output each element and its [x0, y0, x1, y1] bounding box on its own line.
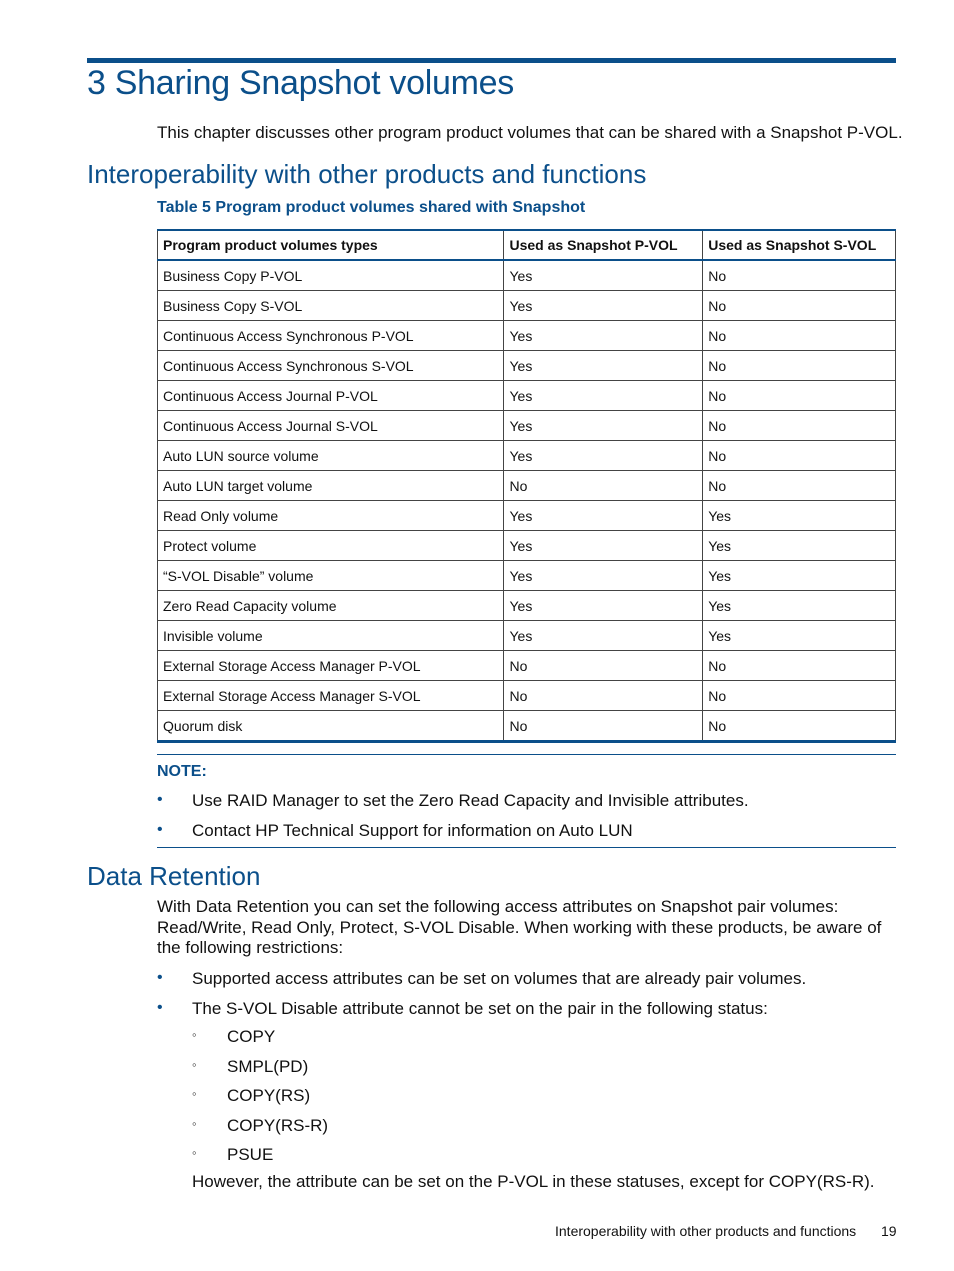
retention-paragraph: With Data Retention you can set the following access attributes on Snapshot pair volumes: Read/Write, Read Only, Protect, S-VOL Disable. When working with these products, be aware of the following restrictions: [157, 897, 882, 957]
sub-bullet-icon: ◦ [192, 1027, 197, 1042]
table-row [158, 381, 896, 411]
cell-svol: No [703, 381, 896, 411]
bullet-icon: • [157, 791, 163, 808]
cell-volume-type: Continuous Access Journal P-VOL [158, 381, 504, 411]
cell-pvol: Yes [504, 441, 703, 471]
cell-volume-type: Business Copy P-VOL [158, 260, 504, 291]
chapter-intro: This chapter discusses other program product volumes that can be shared with a Snapshot P-VOL. [157, 123, 903, 142]
cell-svol: No [703, 411, 896, 441]
section-heading-data-retention: Data Retention [87, 861, 261, 891]
table-row [158, 501, 896, 531]
bullet-icon: • [157, 969, 163, 986]
note-bottom-rule [157, 847, 896, 848]
cell-pvol: Yes [504, 501, 703, 531]
column-header-pvol: Used as Snapshot P-VOL [504, 230, 703, 260]
cell-volume-type: “S-VOL Disable” volume [158, 561, 504, 591]
table-row [158, 471, 896, 501]
cell-pvol: Yes [504, 321, 703, 351]
sub-bullet-icon: ◦ [192, 1086, 197, 1101]
note-item-text: Use RAID Manager to set the Zero Read Capacity and Invisible attributes. [192, 791, 749, 810]
chapter-title: 3 Sharing Snapshot volumes [87, 64, 514, 102]
cell-volume-type: Zero Read Capacity volume [158, 591, 504, 621]
cell-svol: No [703, 351, 896, 381]
table-row [158, 621, 896, 651]
cell-volume-type: External Storage Access Manager P-VOL [158, 651, 504, 681]
sub-bullet-icon: ◦ [192, 1116, 197, 1131]
cell-svol: No [703, 321, 896, 351]
status-item-text: SMPL(PD) [227, 1057, 309, 1076]
note-top-rule [157, 754, 896, 755]
cell-volume-type: Continuous Access Synchronous S-VOL [158, 351, 504, 381]
cell-volume-type: Auto LUN source volume [158, 441, 504, 471]
cell-volume-type: External Storage Access Manager S-VOL [158, 681, 504, 711]
cell-volume-type: Protect volume [158, 531, 504, 561]
cell-svol: No [703, 471, 896, 501]
table-row [158, 711, 896, 742]
cell-volume-type: Continuous Access Journal S-VOL [158, 411, 504, 441]
cell-pvol: Yes [504, 561, 703, 591]
table-row [158, 681, 896, 711]
cell-volume-type: Auto LUN target volume [158, 471, 504, 501]
table-row [158, 561, 896, 591]
retention-closing-text: However, the attribute can be set on the P-VOL in these statuses, except for COPY(RS-R). [192, 1172, 875, 1191]
cell-svol: No [703, 441, 896, 471]
column-header-volume-type: Program product volumes types [158, 230, 504, 260]
list-item-text: The S-VOL Disable attribute cannot be set on the pair in the following status: [192, 999, 768, 1018]
section-heading-interoperability: Interoperability with other products and functions [87, 159, 647, 189]
status-item-text: PSUE [227, 1145, 274, 1164]
cell-svol: No [703, 260, 896, 291]
table-row [158, 260, 896, 291]
table-row [158, 291, 896, 321]
cell-svol: No [703, 291, 896, 321]
cell-pvol: Yes [504, 411, 703, 441]
chapter-title-rule [87, 58, 896, 63]
footer-section-title: Interoperability with other products and functions [555, 1223, 857, 1239]
cell-pvol: Yes [504, 621, 703, 651]
table-caption: Table 5 Program product volumes shared with Snapshot [157, 199, 586, 216]
cell-pvol: No [504, 711, 703, 742]
table-row [158, 351, 896, 381]
status-item-text: COPY(RS) [227, 1086, 311, 1105]
table-body [158, 260, 896, 742]
cell-pvol: Yes [504, 260, 703, 291]
cell-svol: No [703, 681, 896, 711]
cell-pvol: Yes [504, 291, 703, 321]
table-row [158, 441, 896, 471]
cell-svol: No [703, 651, 896, 681]
bullet-icon: • [157, 821, 163, 838]
cell-volume-type: Invisible volume [158, 621, 504, 651]
table-row [158, 651, 896, 681]
list-item-text: Supported access attributes can be set on volumes that are already pair volumes. [192, 969, 807, 988]
cell-pvol: No [504, 651, 703, 681]
cell-volume-type: Continuous Access Synchronous P-VOL [158, 321, 504, 351]
note-item-text: Contact HP Technical Support for information on Auto LUN [192, 821, 633, 840]
cell-svol: No [703, 711, 896, 742]
footer-page-number: 19 [881, 1223, 897, 1239]
table-row [158, 321, 896, 351]
cell-svol: Yes [703, 621, 896, 651]
cell-volume-type: Quorum disk [158, 711, 504, 742]
cell-pvol: Yes [504, 591, 703, 621]
cell-volume-type: Read Only volume [158, 501, 504, 531]
bullet-icon: • [157, 999, 163, 1016]
cell-pvol: Yes [504, 351, 703, 381]
cell-volume-type: Business Copy S-VOL [158, 291, 504, 321]
table-row [158, 591, 896, 621]
cell-svol: Yes [703, 591, 896, 621]
status-item-text: COPY [227, 1027, 276, 1046]
column-header-svol: Used as Snapshot S-VOL [703, 230, 896, 260]
sub-bullet-icon: ◦ [192, 1057, 197, 1072]
status-item-text: COPY(RS-R) [227, 1116, 329, 1135]
cell-svol: Yes [703, 531, 896, 561]
table-row [158, 531, 896, 561]
cell-pvol: No [504, 681, 703, 711]
cell-svol: Yes [703, 561, 896, 591]
table-header-row [158, 230, 896, 260]
cell-pvol: No [504, 471, 703, 501]
volumes-table [157, 229, 896, 743]
table-row [158, 411, 896, 441]
cell-pvol: Yes [504, 381, 703, 411]
sub-bullet-icon: ◦ [192, 1145, 197, 1160]
note-label: NOTE: [157, 763, 207, 780]
cell-svol: Yes [703, 501, 896, 531]
cell-pvol: Yes [504, 531, 703, 561]
